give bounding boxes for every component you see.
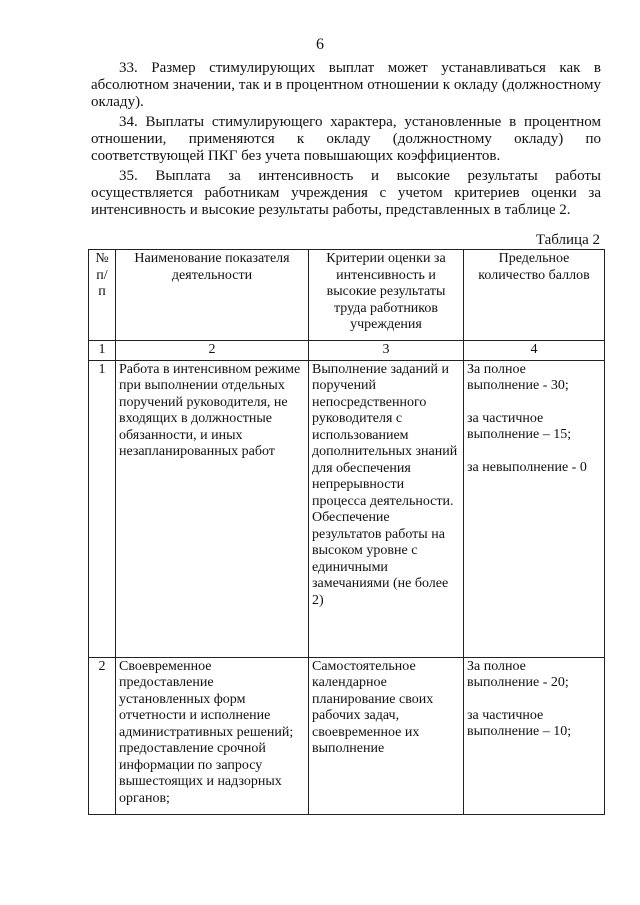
row-points xyxy=(464,360,605,657)
column-number: 4 xyxy=(464,341,605,361)
header-number: № п/ п xyxy=(89,250,116,341)
paragraph-34: 34. Выплаты стимулирующего характера, установленные в процентном отношении, применяются к окладу (должностному окладу) по соответствующей ПКГ без учета повышающих коэффициентов. xyxy=(91,114,601,164)
row-points xyxy=(464,657,605,814)
paragraph-35: 35. Выплата за интенсивность и высокие результаты работы осуществляется работникам учреждения с учетом критериев оценки за интенсивность и высокие результаты работы, представленных в таблице 2. xyxy=(91,168,601,218)
header-indicator: Наименование показателя деятельности xyxy=(116,250,309,341)
column-number: 3 xyxy=(309,341,464,361)
page-number: 6 xyxy=(316,36,324,53)
row-indicator: Своевременное предоставление установленных форм отчетности и исполнение административных решений; предоставление срочной информации по запросу вышестоящих и надзорных органов; xyxy=(116,657,309,814)
column-number: 1 xyxy=(89,341,116,361)
body-text xyxy=(91,60,601,222)
header-criteria: Критерии оценки за интенсивность и высокие результаты труда работников учреждения xyxy=(309,250,464,341)
points-partial: за частичное выполнение – 15; xyxy=(467,410,572,442)
row-number: 1 xyxy=(89,360,116,657)
table-row xyxy=(89,657,605,814)
row-indicator: Работа в интенсивном режиме при выполнении отдельных поручений руководителя, не входящих в должностные обязанности, и иных незапланированных работ xyxy=(116,360,309,657)
paragraph-33: 33. Размер стимулирующих выплат может устанавливаться как в абсолютном значении, так и в процентном отношении к окладу (должностному окладу). xyxy=(91,60,601,110)
row-criteria: Выполнение заданий и поручений непосредственного руководителя с использованием дополнительных знаний для обеспечения непрерывности процесса деятельности. Обеспечение результатов работы на высоком уровне с единичными замечаниями (не более 2) xyxy=(309,360,464,657)
column-number: 2 xyxy=(116,341,309,361)
points-full: За полное выполнение - 20; xyxy=(467,658,569,690)
header-points: Предельное количество баллов xyxy=(464,250,605,341)
table-caption: Таблица 2 xyxy=(535,232,600,248)
table-header-row xyxy=(89,250,605,341)
table-row xyxy=(89,360,605,657)
points-partial: за частичное выполнение – 10; xyxy=(467,707,572,739)
criteria-table xyxy=(88,249,605,815)
column-number-row xyxy=(89,341,605,361)
points-none: за невыполнение - 0 xyxy=(467,459,587,475)
points-full: За полное выполнение - 30; xyxy=(467,361,569,393)
row-number: 2 xyxy=(89,657,116,814)
row-criteria: Самостоятельное календарное планирование своих рабочих задач, своевременное их выполнение xyxy=(309,657,464,814)
